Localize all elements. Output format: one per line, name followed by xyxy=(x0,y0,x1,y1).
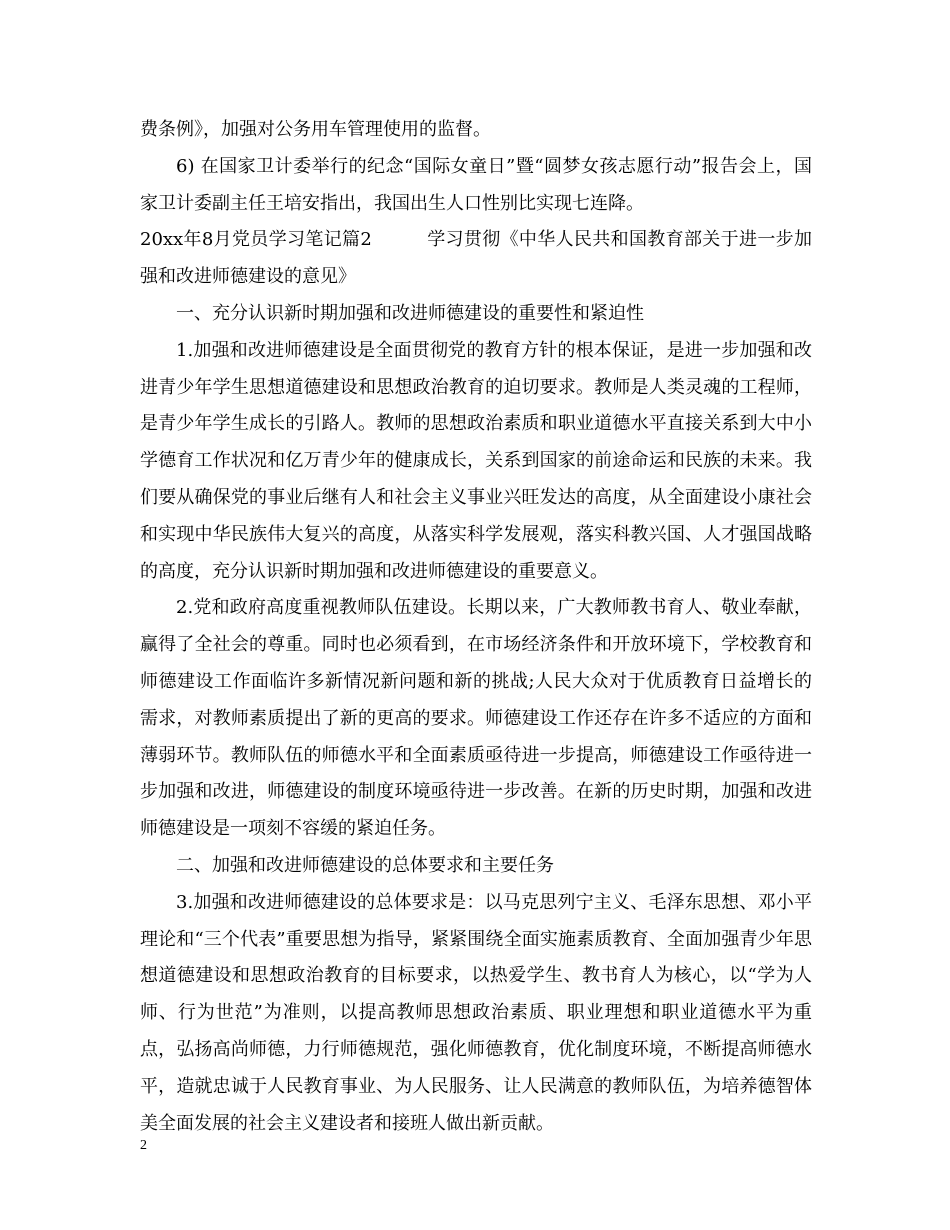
paragraph-study-notes-heading: 20xx年8月党员学习笔记篇2 学习贯彻《中华人民共和国教育部关于进一步加强和改进师德建设的意见》 xyxy=(140,229,812,288)
paragraph-item-3: 3.加强和改进师德建设的总体要求是：以马克思列宁主义、毛泽东思想、邓小平理论和“三个代表”重要思想为指导，紧紧围绕全面实施素质教育、全面加强青少年思想道德建设和思想政治教育的目标要求，以热爱学生、教书育人为核心，以“学为人师、行为世范”为准则，以提高教师思想政治素质、职业理想和职业道德水平为重点，弘扬高尚师德，力行师德规范，强化师德教育，优化制度环境，不断提高师德水平，造就忠诚于人民教育事业、为人民服务、让人民满意的教师队伍，为培养德智体美全面发展的社会主义建设者和接班人做出新贡献。 xyxy=(140,891,812,1134)
section-heading-importance: 一、充分认识新时期加强和改进师德建设的重要性和紧迫性 xyxy=(176,302,644,324)
section-heading-requirements: 二、加强和改进师德建设的总体要求和主要任务 xyxy=(176,854,554,876)
paragraph-item-2: 2.党和政府高度重视教师队伍建设。长期以来，广大教师教书育人、敬业奉献，赢得了全社会的尊重。同时也必须看到，在市场经济条件和开放环境下，学校教育和师德建设工作面临许多新情况新问题和新的挑战;人民大众对于优质教育日益增长的需求，对教师素质提出了新的更高的要求。师德建设工作还存在许多不适应的方面和薄弱环节。教师队伍的师德水平和全面素质亟待进一步提高，师德建设工作亟待进一步加强和改进，师德建设的制度环境亟待进一步改善。在新的历史时期，加强和改进师德建设是一项刻不容缓的紧迫任务。 xyxy=(140,597,812,840)
paragraph-item-1: 1.加强和改进师德建设是全面贯彻党的教育方针的根本保证，是进一步加强和改进青少年学生思想道德建设和思想政治教育的迫切要求。教师是人类灵魂的工程师，是青少年学生成长的引路人。教师的思想政治素质和职业道德水平直接关系到大中小学德育工作状况和亿万青少年的健康成长，关系到国家的前途命运和民族的未来。我们要从确保党的事业后继有人和社会主义事业兴旺发达的高度，从全面建设小康社会和实现中华民族伟大复兴的高度，从落实科学发展观，落实科教兴国、人才强国战略的高度，充分认识新时期加强和改进师德建设的重要意义。 xyxy=(140,339,812,582)
paragraph-girls-day-item: 6) 在国家卫计委举行的纪念“国际女童日”暨“圆梦女孩志愿行动”报告会上，国家卫计委副主任王培安指出，我国出生人口性别比实现七连降。 xyxy=(140,155,812,214)
document-body xyxy=(140,112,812,1142)
paragraph-regulations-end: 费条例》，加强对公务用车管理使用的监督。 xyxy=(140,119,491,140)
page-number: 2 xyxy=(140,1138,147,1153)
